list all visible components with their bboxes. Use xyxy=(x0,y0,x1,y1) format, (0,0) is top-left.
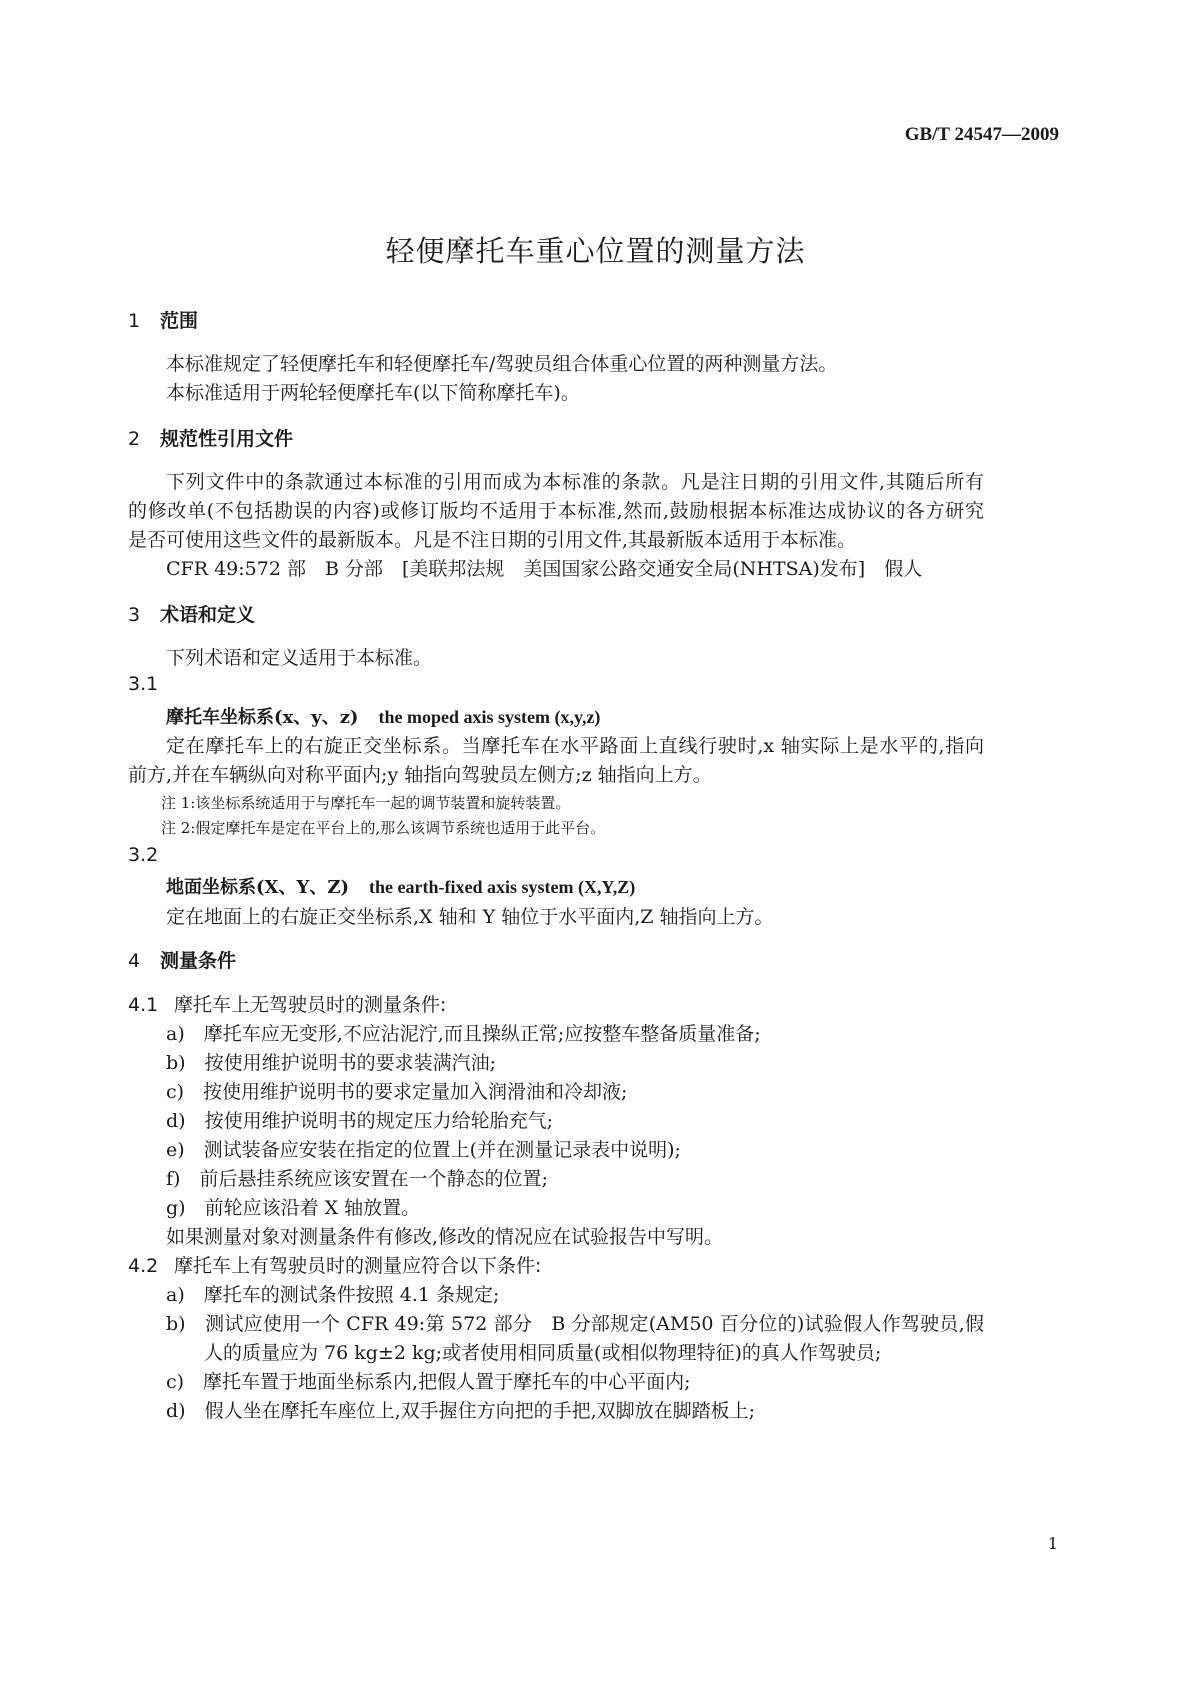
definition-line: 前方,并在车辆纵向对称平面内;y 轴指向驾驶员左侧方;z 轴指向上方。 xyxy=(128,764,712,786)
page-number: 1 xyxy=(1047,1534,1058,1553)
clause-number: 3.1 xyxy=(128,673,159,695)
clause-number: 4.2 xyxy=(128,1255,159,1277)
list-item: b) 按使用维护说明书的要求装满汽油; xyxy=(166,1052,496,1074)
section-3-title: 术语和定义 xyxy=(160,604,256,626)
list-item-continuation: 人的质量应为 76 kg±2 kg;或者使用相同质量(或相似物理特征)的真人作驾驶员; xyxy=(204,1342,882,1364)
standard-code: GB/T 24547—2009 xyxy=(904,124,1059,145)
section-4-number: 4 xyxy=(128,950,141,972)
term-english: the earth-fixed axis system (X,Y,Z) xyxy=(369,877,636,897)
term-english: the moped axis system (x,y,z) xyxy=(378,707,601,727)
clause-4-1 xyxy=(128,990,446,1017)
paragraph: 下列术语和定义适用于本标准。 xyxy=(166,647,433,669)
clause-heading: 摩托车上无驾驶员时的测量条件: xyxy=(174,994,447,1016)
section-2-title: 规范性引用文件 xyxy=(160,428,294,450)
note: 注 2:假定摩托车是定在平台上的,那么该调节系统也适用于此平台。 xyxy=(161,819,606,837)
paragraph: 本标准适用于两轮轻便摩托车(以下简称摩托车)。 xyxy=(166,382,580,404)
clause-number: 3.2 xyxy=(128,844,159,866)
list-item: a) 摩托车应无变形,不应沾泥泞,而且操纵正常;应按整车整备质量准备; xyxy=(166,1023,761,1045)
normative-reference: CFR 49:572 部 B 分部 [美联邦法规 美国国家公路交通安全局(NHTSA)发布] 假人 xyxy=(166,558,923,580)
note: 注 1:该坐标系统适用于与摩托车一起的调节装置和旋转装置。 xyxy=(161,794,571,812)
list-item: e) 测试装备应安装在指定的位置上(并在测量记录表中说明); xyxy=(166,1139,681,1161)
term-heading xyxy=(166,873,635,899)
list-item: c) 摩托车置于地面坐标系内,把假人置于摩托车的中心平面内; xyxy=(166,1371,691,1393)
section-2-number: 2 xyxy=(128,428,141,450)
section-1-title: 范围 xyxy=(160,310,199,332)
term-chinese: 摩托车坐标系(x、y、z) xyxy=(166,707,359,728)
list-item: c) 按使用维护说明书的要求定量加入润滑油和冷却液; xyxy=(166,1081,628,1103)
clause-4-2 xyxy=(128,1251,541,1278)
list-item: d) 假人坐在摩托车座位上,双手握住方向把的手把,双脚放在脚踏板上; xyxy=(166,1400,756,1422)
term-heading xyxy=(166,703,600,729)
definition: 定在地面上的右旋正交坐标系,X 轴和 Y 轴位于水平面内,Z 轴指向上方。 xyxy=(166,906,774,928)
term-chinese: 地面坐标系(X、Y、Z) xyxy=(166,877,349,898)
paragraph-line: 的修改单(不包括勘误的内容)或修订版均不适用于本标准,然而,鼓励根据本标准达成协议的各方研究 xyxy=(128,500,984,522)
section-3-heading xyxy=(128,600,255,627)
section-1-number: 1 xyxy=(128,310,141,332)
clause-number: 4.1 xyxy=(128,994,159,1016)
list-item: d) 按使用维护说明书的规定压力给轮胎充气; xyxy=(166,1110,553,1132)
paragraph: 如果测量对象对测量条件有修改,修改的情况应在试验报告中写明。 xyxy=(166,1226,724,1248)
paragraph: 本标准规定了轻便摩托车和轻便摩托车/驾驶员组合体重心位置的两种测量方法。 xyxy=(166,353,838,375)
section-1-heading xyxy=(128,306,198,333)
paragraph-line: 是否可使用这些文件的最新版本。凡是不注日期的引用文件,其最新版本适用于本标准。 xyxy=(128,529,857,551)
list-item: b) 测试应使用一个 CFR 49:第 572 部分 B 分部规定(AM50 百分位的)试验假人作驾驶员,假 xyxy=(166,1313,984,1335)
section-3-number: 3 xyxy=(128,604,141,626)
definition-line: 定在摩托车上的右旋正交坐标系。当摩托车在水平路面上直线行驶时,x 轴实际上是水平的,指向 xyxy=(166,735,984,757)
section-2-heading xyxy=(128,424,293,451)
list-item: a) 摩托车的测试条件按照 4.1 条规定; xyxy=(166,1284,500,1306)
section-4-heading xyxy=(128,946,236,973)
clause-heading: 摩托车上有驾驶员时的测量应符合以下条件: xyxy=(174,1255,542,1277)
paragraph-line: 下列文件中的条款通过本标准的引用而成为本标准的条款。凡是注日期的引用文件,其随后所有 xyxy=(166,471,984,493)
list-item: g) 前轮应该沿着 X 轴放置。 xyxy=(166,1197,421,1219)
page-title: 轻便摩托车重心位置的测量方法 xyxy=(385,234,806,268)
section-4-title: 测量条件 xyxy=(160,950,237,972)
list-item: f) 前后悬挂系统应该安置在一个静态的位置; xyxy=(166,1168,548,1190)
